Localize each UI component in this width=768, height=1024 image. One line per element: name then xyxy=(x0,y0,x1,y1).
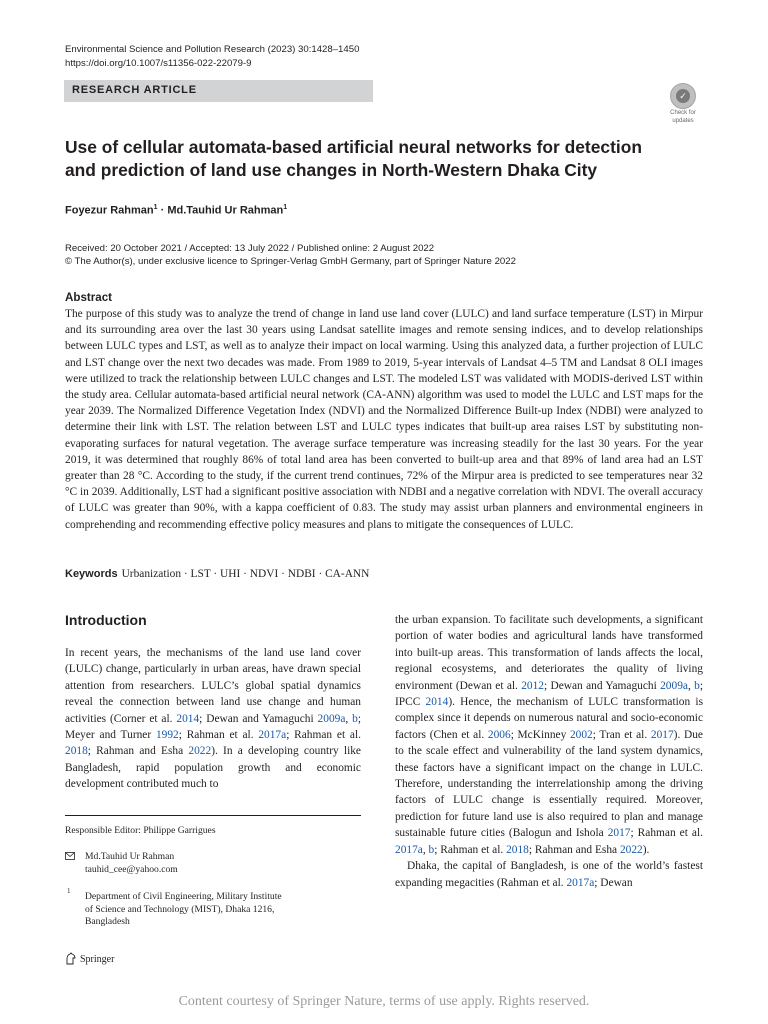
affiliation-line-1: Department of Civil Engineering, Military Institute xyxy=(85,891,282,902)
intro-paragraph-1-continued: the urban expansion. To facilitate such developments, a significant portion of water bodies and agricultural lands have transformed into built-up areas. This transformation of lands affects the local, regional ecosystems, and deteriorates the quality of living environment (Dewan et al. 2012; Dewan and Yamaguchi 2009a, b; IPCC 2014). Hence, the mechanism of LULC transformation is complex since it depends on numerous natural and socio-economic factors (Chen et al. 2006; McKinney 2002; Tran et al. 2017). Due to the scale effect and vulnerability of the land system dynamics, these factors have a significant impact on the change in LULC. Therefore, understanding the interrelationship among the driving factors of LULC change is essentially required. Moreover, prediction for future land use is also required to plan and manage sustainable future cities (Balogun and Ishola 2017; Rahman et al. 2017a, b; Rahman et al. 2018; Rahman and Esha 2022). xyxy=(395,614,703,856)
copyright-line: © The Author(s), under exclusive licence to Springer-Verlag GmbH Germany, part of Springer Nature 2022 xyxy=(65,256,516,267)
citation-link[interactable]: 2002 xyxy=(569,728,593,741)
publisher-name: Springer xyxy=(80,954,115,965)
affiliation-line-2: of Science and Technology (MIST), Dhaka 1216, xyxy=(85,903,275,915)
citation-link[interactable]: 2006 xyxy=(487,728,511,741)
check-for-updates-badge[interactable] xyxy=(663,83,703,125)
keywords-list: Urbanization · LST · UHI · NDVI · NDBI · CA-ANN xyxy=(121,568,370,580)
article-type-bar xyxy=(64,80,373,102)
abstract-heading: Abstract xyxy=(65,291,113,304)
courtesy-notice: Content courtesy of Springer Nature, terms of use apply. Rights reserved. xyxy=(178,994,590,1009)
corresponding-author xyxy=(85,851,178,876)
title-line-2: and prediction of land use changes in North-Western Dhaka City xyxy=(65,159,598,180)
citation-link[interactable]: 2014 xyxy=(176,712,200,725)
doi-link[interactable]: https://doi.org/10.1007/s11356-022-22079-9 xyxy=(65,57,252,69)
check-updates-line1: Check for xyxy=(670,110,696,116)
citation-link[interactable]: 2022 xyxy=(619,843,643,856)
affiliation-line-3: Bangladesh xyxy=(85,916,130,927)
contact-name: Md.Tauhid Ur Rahman xyxy=(85,851,175,862)
citation-link[interactable]: 2009a xyxy=(317,712,346,725)
footnote-divider xyxy=(65,815,361,816)
check-updates-line2: updates xyxy=(672,118,694,124)
citation-link[interactable]: 2017a xyxy=(566,876,595,889)
keywords xyxy=(65,566,703,582)
citation-link[interactable]: 2012 xyxy=(521,679,544,692)
citation-link[interactable]: 1992 xyxy=(155,729,179,742)
citation-link[interactable]: b xyxy=(428,843,435,856)
responsible-editor: Responsible Editor: Philippe Garrigues xyxy=(65,825,216,836)
citation-link[interactable]: 2022 xyxy=(188,745,212,758)
check-updates-icon: ✓ xyxy=(670,83,696,109)
history-dates: Received: 20 October 2021 / Accepted: 13 July 2022 / Published online: 2 August 2022 xyxy=(65,243,435,254)
affiliation xyxy=(85,891,345,929)
contact-email[interactable]: tauhid_cee@yahoo.com xyxy=(85,863,178,875)
author-1-affiliation: 1 xyxy=(153,204,158,211)
citation-link[interactable]: 2014 xyxy=(425,696,449,709)
citation-link[interactable]: 2017 xyxy=(607,827,631,840)
paper-title xyxy=(65,136,685,181)
keywords-label: Keywords xyxy=(65,568,118,580)
citation-link[interactable]: 2017a xyxy=(258,729,287,742)
citation-link[interactable]: b xyxy=(352,712,358,725)
author-2[interactable]: Md.Tauhid Ur Rahman xyxy=(167,204,284,217)
citation-link[interactable]: b xyxy=(694,679,700,692)
springer-horse-icon xyxy=(65,952,77,965)
introduction-heading: Introduction xyxy=(65,612,147,628)
author-2-affiliation: 1 xyxy=(283,204,288,211)
author-separator: · xyxy=(157,204,168,217)
affiliation-number: 1 xyxy=(67,887,71,895)
citation-link[interactable]: 2009a xyxy=(660,679,688,692)
title-line-1: Use of cellular automata-based artificial neural networks for detection xyxy=(65,137,642,157)
journal-citation: Environmental Science and Pollution Research (2023) 30:1428–1450 xyxy=(65,44,360,55)
journal-header xyxy=(65,43,359,70)
publication-dates xyxy=(65,242,516,268)
citation-link[interactable]: 2018 xyxy=(506,843,529,856)
publisher-mark xyxy=(65,952,114,965)
author-1[interactable]: Foyezur Rahman xyxy=(65,204,154,217)
envelope-icon xyxy=(65,852,75,860)
abstract-text: The purpose of this study was to analyze the trend of change in land use land cover (LULC) and land surface temperature (LST) in Mirpur and its surrounding area over the last 30 years using Landsat satellite images and remote sensing indices, and to develop relationships between LULC types and LST, as well as to analyze their impact on local warming. Using this analyzed data, a further projection of LULC and LST change over the next two decades was made. From 1989 to 2019, 5-year intervals of Landsat 4–5 TM and Landsat 8 OLI images were utilized to track the relationship between LULC changes and LST. The modeled LST was validated with MODIS-derived LST within the study area. Cellular automata-based artificial neural network (CA-ANN) algorithm was used to model the LULC and LST maps for the year 2039. The Normalized Difference Vegetation Index (NDVI) and the Normalized Difference Built-up Index (NDBI) were analyzed to determine their link with LST. The relation between LST and LULC types indicates that built-up area raises LST by substituting non-evaporating surfaces for natural vegetation. The average surface temperature was increasing steadily for the last 30 years. For the year 2019, it was determined that roughly 86% of total land area has been converted to built-up area and that 89% of land area had an LST greater than 28 °C. According to the study, if the current trend continues, 72% of the Mirpur area is predicted to see temperatures near 32 °C in 2039. Additionally, LST had a significant positive association with NDBI and a negative correlation with NDVI. The overall accuracy of LULC was greater than 90%, with a kappa coefficient of 0.83. The study may assist urban planners and environmental engineers in comprehending and recommending effective policy measures and plans to mitigate the consequences of LULC. xyxy=(65,308,703,531)
intro-column-2 xyxy=(395,612,703,891)
article-type-label: RESEARCH ARTICLE xyxy=(72,84,197,96)
citation-link[interactable]: 2017 xyxy=(650,728,674,741)
citation-link[interactable]: 2018 xyxy=(65,745,88,758)
intro-paragraph-2: Dhaka, the capital of Bangladesh, is one of the world’s fastest expanding megacities (Rahman et al. 2017a; Dewan xyxy=(395,860,703,889)
author-list xyxy=(65,204,287,217)
intro-paragraph-1: In recent years, the mechanisms of the land use land cover (LULC) change, particularly in urban areas, have drawn special attention from researchers. LULC’s global spatial dynamics reveal the connection between land use change and human activities (Corner et al. 2014; Dewan and Yamaguchi 2009a, b; Meyer and Turner 1992; Rahman et al. 2017a; Rahman et al. 2018; Rahman and Esha 2022). In a developing country like Bangladesh, rapid population growth and economic development contributed much to xyxy=(65,647,362,791)
intro-column-1 xyxy=(65,645,361,793)
citation-link[interactable]: 2017a xyxy=(395,843,423,856)
